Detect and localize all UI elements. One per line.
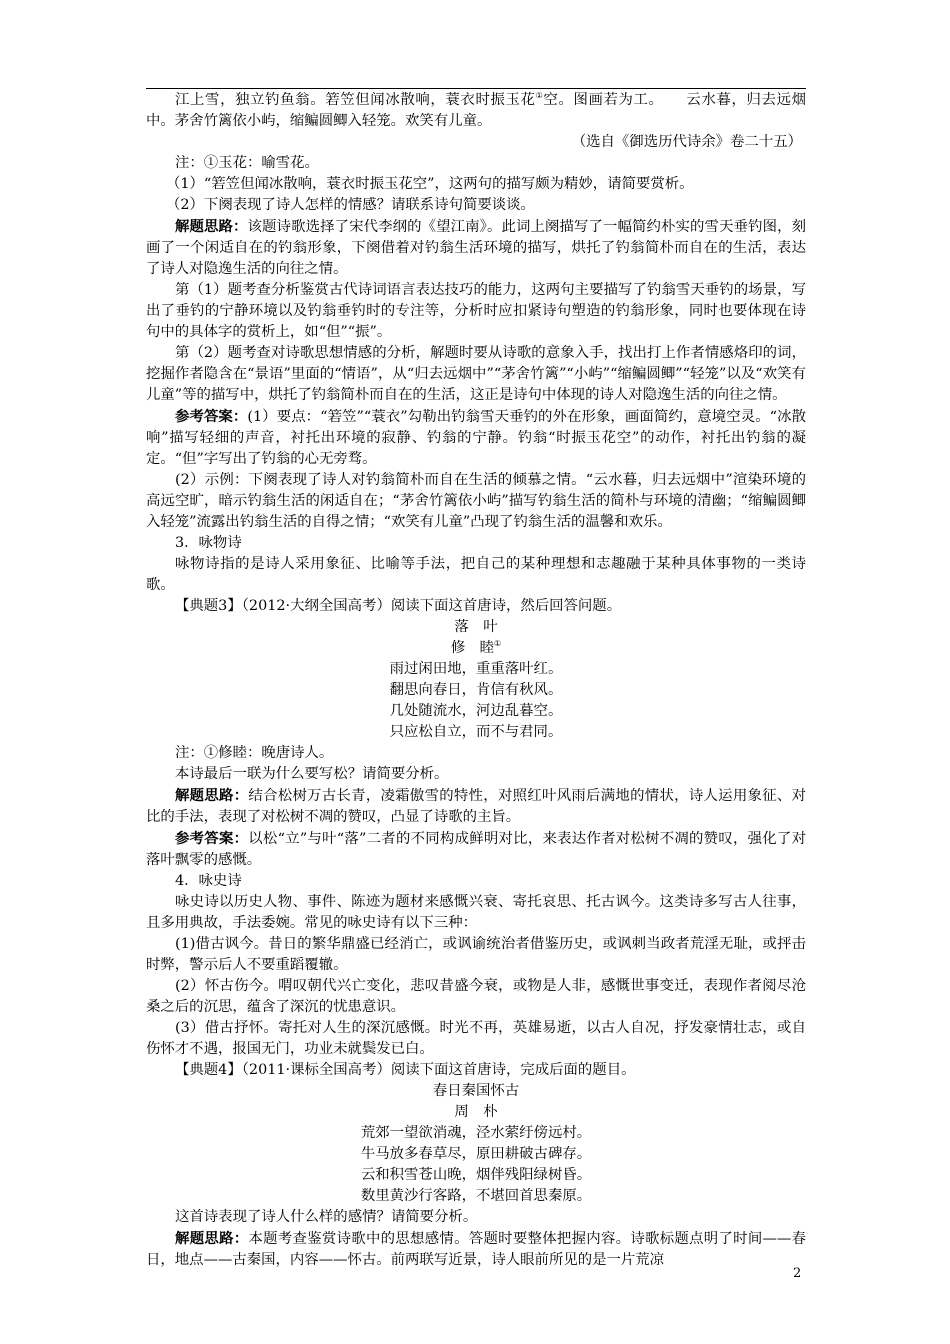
answer-text-1: (1）要点：“箬笠”“蓑衣”勾勒出钓翁雪天垂钓的外在形象，画面简约，意境空灵。“冰散响”描写轻细的声音，衬托出环境的寂静、钓翁的宁静。钓翁“时振玉花空”的动作，衬托出钓翁的凝定。“但”字写出了钓翁的心无旁骛。 bbox=[146, 409, 806, 467]
poem3-line: 牛马放多春草尽，原田耕破古碑存。 bbox=[360, 1146, 592, 1162]
page-content bbox=[146, 90, 806, 1271]
poem2-line: 翻思向春日，肯信有秋风。 bbox=[389, 682, 563, 698]
thinking-text: 本题考查鉴赏诗歌中的思想感情。答题时要整体把握内容。诗歌标题点明了时间——春日，地点——古秦国，内容——怀古。前两联写近景，诗人眼前所见的是一片荒凉 bbox=[146, 1231, 806, 1268]
thinking-paragraph-4 bbox=[146, 1228, 806, 1271]
example3-intro-text: （2012·大纲全国高考）阅读下面这首唐诗，然后回答问题。 bbox=[241, 598, 622, 614]
poem3-question: 这首诗表现了诗人什么样的感情？请简要分析。 bbox=[175, 1209, 478, 1225]
thinking-paragraph-1 bbox=[146, 216, 806, 280]
section4-heading: 4．咏史诗 bbox=[175, 873, 242, 889]
answer-label: 参考答案： bbox=[175, 830, 249, 847]
example4-intro-text: （2011·课标全国高考）阅读下面这首唐诗，完成后面的题目。 bbox=[241, 1062, 636, 1078]
example3-intro bbox=[146, 596, 806, 617]
thinking-label: 解题思路： bbox=[175, 218, 248, 235]
poem2-author-name: 修 睦 bbox=[450, 640, 494, 656]
poem1-text bbox=[146, 90, 806, 132]
section4-type-3: (3）借古抒怀。寄托对人生的深沉感慨。时光不再，英雄易逝，以古人自况，抒发豪情壮志，或自伤怀才不遇，报国无门，功业未就鬓发已白。 bbox=[146, 1020, 806, 1057]
poem3-line: 云和积雪苍山晚，烟伴残阳绿树昏。 bbox=[360, 1167, 592, 1183]
poem3-line: 荒郊一望欲消魂，泾水萦纡傍远村。 bbox=[360, 1125, 592, 1141]
question-2: （2）下阕表现了诗人怎样的情感？请联系诗句简要谈谈。 bbox=[166, 197, 535, 213]
poem2-line: 几处随流水，河边乱暮空。 bbox=[389, 703, 563, 719]
thinking-paragraph-3 bbox=[146, 785, 806, 828]
thinking-text: 结合松树万古长青，凌霜傲雪的特性，对照红叶风雨后满地的情状，诗人运用象征、对比的手法，表现了对松树不凋的赞叹，凸显了诗歌的主旨。 bbox=[146, 788, 806, 825]
poem2-title: 落 叶 bbox=[454, 619, 498, 635]
answer-label: 参考答案： bbox=[175, 408, 248, 425]
page-number: 2 bbox=[793, 1266, 802, 1281]
section4-type-1: (1)借古讽今。昔日的繁华鼎盛已经消亡，或讽谕统治者借鉴历史，或讽刺当政者荒淫无耻，或抨击时弊，警示后人不要重蹈覆辙。 bbox=[146, 936, 806, 973]
poem2-author bbox=[146, 638, 806, 659]
poem2-question: 本诗最后一联为什么要写松？请简要分析。 bbox=[175, 766, 449, 782]
poem2-note: 注：①修睦：晚唐诗人。 bbox=[175, 745, 334, 761]
poem2-line: 只应松自立，而不与君同。 bbox=[389, 724, 563, 740]
footnote-mark: ① bbox=[494, 639, 502, 649]
poem1-line2: 空。图画若为工。 云水暮，归去远烟中。茅舍竹篱依小屿，缩鳊圆鲫入轻笼。欢笑有儿童。 bbox=[146, 92, 806, 129]
analysis-2: 第（2）题考查对诗歌思想情感的分析，解题时要从诗歌的意象入手，找出打上作者情感烙印的词，挖掘作者隐含在“景语”里面的“情语”，从“归去远烟中”“茅舍竹篱”“小屿”“缩鳊圆鲫”“轻笼”以及“欢笑有儿童”等的描写中，烘托了钓翁简朴而自在的生活，这正是诗句中体现的诗人对隐逸生活的向往之情。 bbox=[146, 345, 806, 403]
example4-intro bbox=[146, 1060, 806, 1081]
poem3-line: 数里黄沙行客路，不堪回首思秦原。 bbox=[360, 1188, 592, 1204]
answer-paragraph-1 bbox=[146, 406, 806, 470]
poem1-source: （选自《御选历代诗余》卷二十五） bbox=[571, 134, 802, 150]
thinking-text: 该题诗歌选择了宋代李纲的《望江南》。此词上阕描写了一幅简约朴实的雪天垂钓图，刻画了一个闲适自在的钓翁形象，下阕借着对钓翁生活环境的描写，烘托了钓翁简朴而自在的生活，表达了诗人对隐逸生活的向往之情。 bbox=[146, 219, 806, 277]
footnote-mark: ① bbox=[535, 91, 544, 101]
example4-label: 【典题4】 bbox=[175, 1062, 242, 1078]
poem3-author: 周 朴 bbox=[454, 1104, 498, 1120]
poem2-line: 雨过闲田地，重重落叶红。 bbox=[389, 661, 563, 677]
section3-definition: 咏物诗指的是诗人采用象征、比喻等手法，把自己的某种理想和志趣融于某种具体事物的一类诗歌。 bbox=[146, 556, 806, 593]
poem1-note: 注：①玉花：喻雪花。 bbox=[175, 155, 319, 171]
thinking-label: 解题思路： bbox=[175, 787, 249, 804]
poem1-line1: 江上雪，独立钓鱼翁。箬笠但闻冰散响，蓑衣时振玉花 bbox=[175, 92, 536, 108]
answer-paragraph-3 bbox=[146, 828, 806, 871]
answer-text: 以松“立”与叶“落”二者的不同构成鲜明对比，来表达作者对松树不凋的赞叹，强化了对落叶飘零的感慨。 bbox=[146, 831, 806, 868]
section4-type-2: (2）怀古伤今。喟叹朝代兴亡变化，悲叹昔盛今衰，或物是人非，感慨世事变迁，表现作者阅尽沧桑之后的沉思，蕴含了深沉的忧患意识。 bbox=[146, 978, 806, 1015]
poem3-title: 春日秦国怀古 bbox=[432, 1083, 520, 1099]
answer-paragraph-2: (2）示例：下阕表现了诗人对钓翁简朴而自在生活的倾慕之情。“云水暮，归去远烟中”渲染环境的高远空旷，暗示钓翁生活的闲适自在；“茅舍竹篱依小屿”描写钓翁生活的简朴与环境的清幽；“缩鳊圆鲫入轻笼”流露出钓翁生活的自得之情；“欢笑有儿童”凸现了钓翁生活的温馨和欢乐。 bbox=[146, 472, 806, 530]
section4-definition: 咏史诗以历史人物、事件、陈迹为题材来感慨兴衰、寄托哀思、托古讽今。这类诗多写古人往事，且多用典故，手法委婉。常见的咏史诗有以下三种： bbox=[146, 894, 806, 931]
header-rule bbox=[146, 88, 806, 89]
question-1: （1）“箬笠但闻冰散响，蓑衣时振玉花空”，这两句的描写颇为精妙，请简要赏析。 bbox=[166, 176, 694, 192]
thinking-label: 解题思路： bbox=[175, 1230, 249, 1247]
analysis-1: 第（1）题考查分析鉴赏古代诗词语言表达技巧的能力，这两句主要描写了钓翁雪天垂钓的场景，写出了垂钓的宁静环境以及钓翁垂钓时的专注等，分析时应扣紧诗句塑造的钓翁形象，同时也要体现在诗句中的具体字的赏析上，如“但”“振”。 bbox=[146, 282, 806, 340]
example3-label: 【典题3】 bbox=[175, 598, 242, 614]
section3-heading: 3．咏物诗 bbox=[175, 535, 242, 551]
